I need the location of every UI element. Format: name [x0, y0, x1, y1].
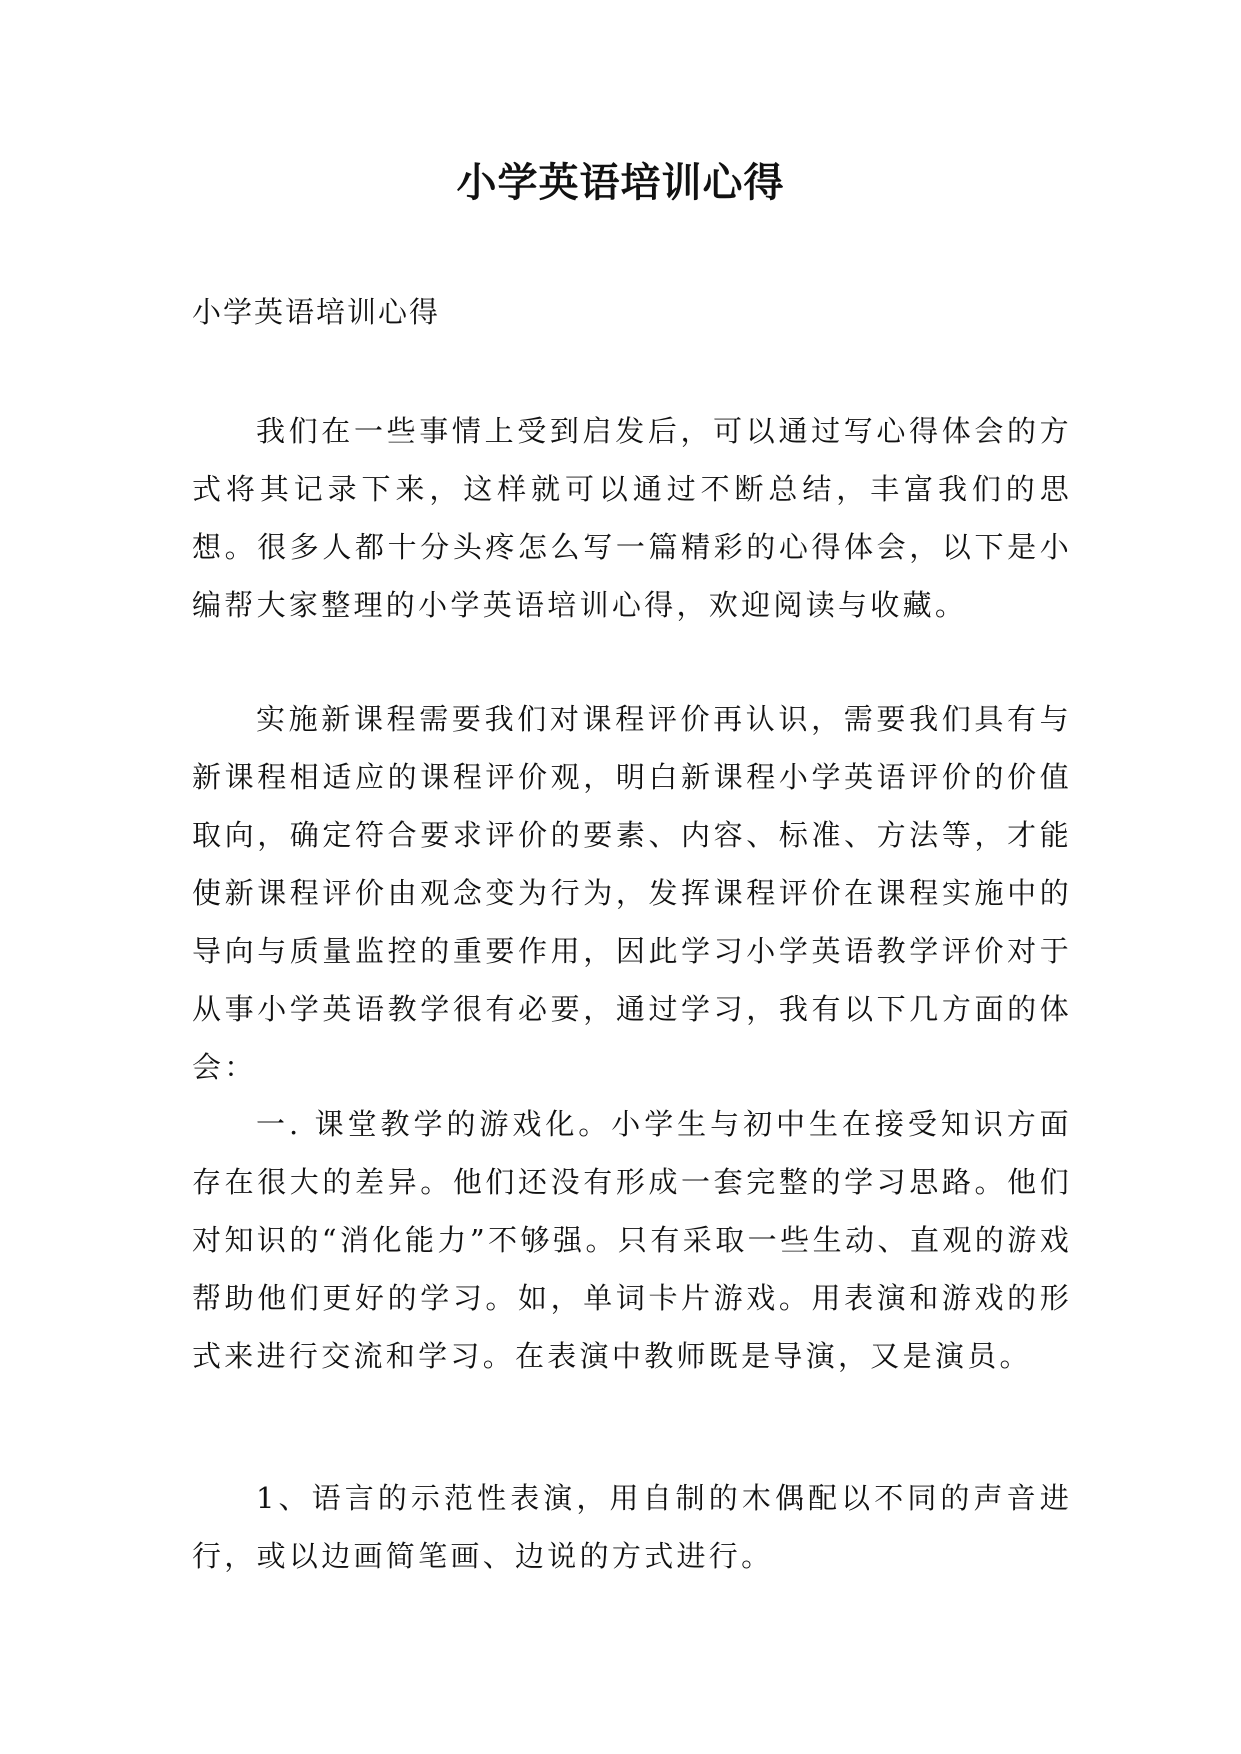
document-subtitle: 小学英语培训心得: [192, 295, 441, 329]
main-paragraph: 实施新课程需要我们对课程评价再认识，需要我们具有与新课程相适应的课程评价观，明白新课程小学英语评价的价值取向，确定符合要求评价的要素、内容、标准、方法等，才能使新课程评价由观念变为行为，发挥课程评价在课程实施中的导向与质量监控的重要作用，因此学习小学英语教学评价对于从事小学英语教学很有必要，通过学习，我有以下几方面的体会：: [192, 702, 1072, 1084]
section-one-paragraph: 一. 课堂教学的游戏化。小学生与初中生在接受知识方面存在很大的差异。他们还没有形成一套完整的学习思路。他们对知识的“消化能力”不够强。只有采取一些生动、直观的游戏帮助他们更好的学习。如，单词卡片游戏。用表演和游戏的形式来进行交流和学习。在表演中教师既是导演，又是演员。: [192, 1107, 1072, 1373]
intro-paragraph: 我们在一些事情上受到启发后，可以通过写心得体会的方式将其记录下来，这样就可以通过不断总结，丰富我们的思想。很多人都十分头疼怎么写一篇精彩的心得体会，以下是小编帮大家整理的小学英语培训心得，欢迎阅读与收藏。: [192, 414, 1072, 622]
document-title: 小学英语培训心得: [456, 160, 785, 206]
item-1-paragraph: 1、语言的示范性表演，用自制的木偶配以不同的声音进行，或以边画简笔画、边说的方式进行。: [192, 1481, 1072, 1573]
